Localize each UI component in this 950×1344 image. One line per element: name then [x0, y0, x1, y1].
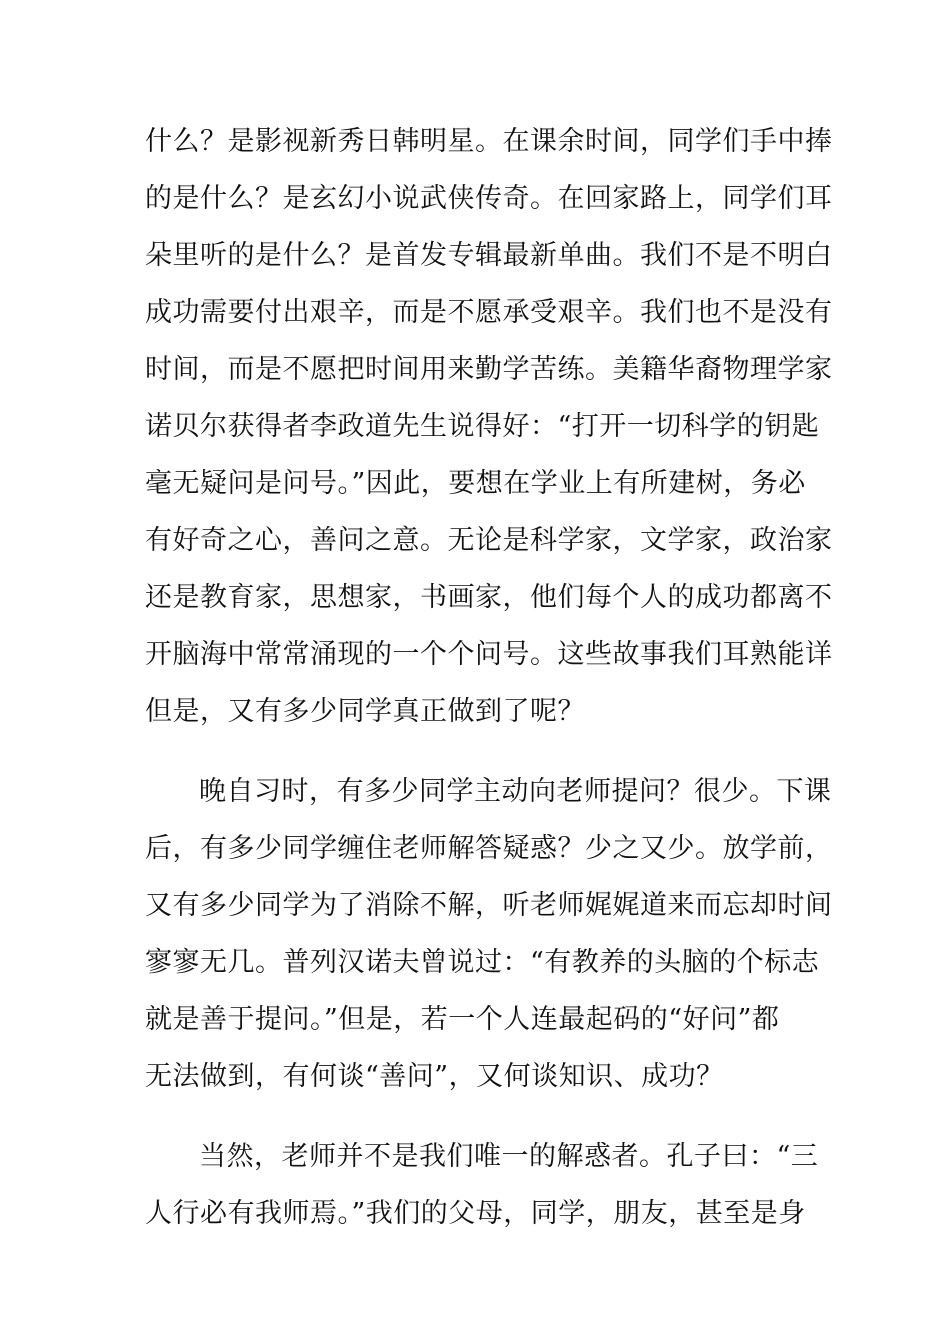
- text-line: 晚自习时，有多少同学主动向老师提问？很少。下课: [199, 776, 832, 807]
- text-line: 后，有多少同学缠住老师解答疑惑？少之又少。放学前，: [145, 833, 833, 864]
- text-line: 时间，而是不愿把时间用来勤学苦练。美籍华裔物理学家: [145, 354, 833, 385]
- text-line: 诺贝尔获得者李政道先生说得好：“打开一切科学的钥匙: [145, 411, 820, 442]
- text-line: 成功需要付出艰辛，而是不愿承受艰辛。我们也不是没有: [145, 297, 833, 328]
- text-line: 开脑海中常常涌现的一个个问号。这些故事我们耳熟能详: [145, 639, 833, 670]
- text-line: 还是教育家，思想家，书画家，他们每个人的成功都离不: [145, 582, 833, 613]
- text-line: 但是，又有多少同学真正做到了呢？: [145, 696, 585, 727]
- text-line: 人行必有我师焉。”我们的父母，同学，朋友，甚至是身: [145, 1198, 806, 1229]
- text-line: 寥寥无几。普列汉诺夫曾说过：“有教养的头脑的个标志: [145, 947, 820, 978]
- text-line: 有好奇之心，善问之意。无论是科学家，文学家，政治家: [145, 525, 833, 556]
- text-line: 又有多少同学为了消除不解，听老师娓娓道来而忘却时间: [145, 890, 833, 921]
- text-line: 当然，老师并不是我们唯一的解惑者。孔子曰：“三: [199, 1141, 819, 1172]
- text-line: 无法做到，有何谈“善问”，又何谈知识、成功？: [145, 1061, 724, 1092]
- text-line: 朵里听的是什么？是首发专辑最新单曲。我们不是不明白: [145, 240, 833, 271]
- text-line: 就是善于提问。”但是，若一个人连最起码的“好问”都: [145, 1004, 780, 1035]
- text-line: 什么？是影视新秀日韩明星。在课余时间，同学们手中捧: [145, 126, 833, 157]
- text-line: 的是什么？是玄幻小说武侠传奇。在回家路上，同学们耳: [145, 183, 833, 214]
- text-line: 毫无疑问是问号。”因此，要想在学业上有所建树，务必: [145, 468, 806, 499]
